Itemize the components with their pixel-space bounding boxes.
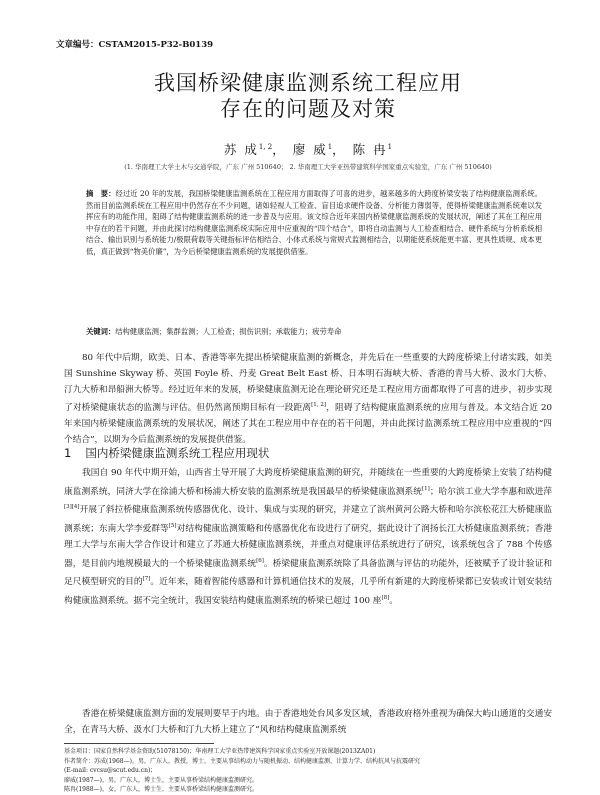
para-text: 。 [389, 595, 398, 606]
para-text: 对结构健康监测策略和传感器优化布设进行了研究，据此设计了润扬长江大桥健康监测系统；香港理工大学与东南大学合作设计和建立了苏通大桥健康监测系统，并重点对健康评估系统进行了研究，该系统包含了 788 个传感器，是目前内地规模最大的一个桥梁健康监测系统 [64, 524, 553, 569]
section-title: 国内桥梁健康监测系统工程应用现状 [85, 446, 270, 460]
footnote: 陈冉(1988—)，女，广东人，博士生，主要从事桥梁结构健康监测研究。 [64, 786, 258, 793]
para-text: ；哈尔滨工业大学李惠和欧进萍 [429, 486, 553, 497]
para-text: 开展了斜拉桥健康监测系统传感器优化、设计、集成与实现的研究，并建立了滨州黄河公路大桥和哈尔滨松花江大桥健康监测系统；东南大学李爱群等 [64, 505, 552, 535]
para-text: 我国自 90 年代中期开始，山西省土导开展了大跨度桥梁健康监测的研究，并随续在一些重要的大跨度桥梁上安装了结构健康监测系统，同济大学在徐浦大桥和杨浦大桥安装的监测系统是我国最早的桥梁健康监测系统 [64, 468, 552, 497]
citation: [6] [256, 557, 264, 564]
citation: [1, 2] [311, 402, 327, 409]
citation: [5] [168, 523, 177, 530]
intro-text: 80 年代中后期，欧美、日本、香港等率先提出桥梁健康监测的新概念，并先后在一些重要的大跨度桥梁上付诸实践，如美国 Sunshine Skyway 桥、英国 Foyle 桥、丹麦 Great Belt East 桥、日本明石海峡大桥、香港的青马大桥、汲水门大桥、汀九大桥和昂船洲大桥等。经过近年来的发展，桥梁健康监测无论在理论研究还是工程应用方面都取得了可喜的进步，初步实现了对桥梁健康状态的监测与评估。但仍然离预期目标有一段距离 [64, 353, 552, 414]
abstract-text: 经过近 20 年的发展，我国桥梁健康监测系统在工程应用方面取得了可喜的进步，越来越多的大跨度桥梁安装了结构健康监测系统。然而目前监测系统在工程应用中仍然存在不少问题，诸如轻视人工检查、盲目追求硬件设备、分析能力薄弱等，使得桥梁健康监测系统难以发挥应有的功能作用，阻碍了结构健康监测系统的进一步普及与应用。该文综合近年来国内桥梁健康监测系统的发展状况，阐述了其在工程应用中存在的若干问题，并由此探讨结构健康监测系统实际应用中应重视的“四个结合”，即将自动监测与人工检查相结合、硬件系统与分析系统相结合、输出识别与系统能力/极限荷载等关键指标评估相结合、小体式系统与常规式监测相结合，以期能使系统能更丰富、更具性质规、成本更低，真正做到“物美价廉”，为今后桥梁健康监测系统的发展提供借鉴。 [86, 189, 542, 256]
para-text: 。桥梁健康监测系统除了具备监测与评估的功能外，还被赋予了设计验证和足尺模型研究的目的 [64, 558, 553, 588]
introduction-paragraph [64, 351, 552, 449]
section-heading [64, 445, 269, 461]
keywords [86, 326, 542, 337]
citation: [1] [422, 485, 430, 492]
para-text: 。近年来，随着智能传感器和计算机通信技术的发展，几乎所有新建的大跨度桥梁都已安装或计划安装结构健康监测系统。据不完全统计，我国安装结构健康监测系统的桥梁已超过 100 座 [64, 577, 553, 606]
footnote: 作者简介：苏成(1968—)，男，广东人，教授，博士，主要从事结构动力与随机振动、结构健康监测、计算力学、结构抗风与抗震研究 [64, 757, 420, 765]
footnote: 廖威(1987—)，男，广东人，博士生，主要从事桥梁结构健康监测研究。 [64, 776, 258, 784]
author-list [56, 140, 560, 158]
title-line-1: 我国桥梁健康监测系统工程应用 [154, 71, 462, 95]
abstract-label: 摘 要： [86, 189, 116, 198]
affiliation: (1. 华南理工大学土木与交通学院，广东 广州 510640； 2. 华南理工大学亚热带建筑科学国家重点实验室，广东 广州 510640) [124, 163, 492, 171]
citation: [7] [142, 576, 151, 583]
section-number: 1 [64, 446, 72, 460]
abstract [86, 188, 542, 258]
footnotes [64, 747, 552, 795]
paper-title [56, 70, 560, 122]
citation: [8] [381, 595, 390, 602]
author-name: 廖 威 [292, 142, 328, 157]
citation: [3][4] [64, 504, 80, 511]
body-paragraph: 香港在桥梁健康监测方面的发展则要早于内地。由于香港地处台风多发区域，香港政府格外重视为确保大屿山通道的交通安全，在青马大桥、汲水门大桥和汀九大桥上建立了“风和结构健康监测系统 [64, 709, 552, 735]
keywords-label: 关键词： [86, 327, 116, 336]
author-affil-mark: 1, 2 [258, 142, 273, 151]
footnote: 基金项目：国家自然科学基金资助(51078150)；华南理工大学亚热带建筑科学国家重点实验室开放课题(2013ZA01) [64, 748, 376, 755]
author-name: 陈 冉 [352, 142, 388, 157]
author-name: 苏 成 [223, 142, 259, 157]
article-id: 文章编号：CSTAM2015-P32-B0139 [56, 40, 214, 50]
footnote-divider [64, 743, 214, 744]
author-separator: ， [272, 142, 287, 157]
title-line-2: 存在的问题及对策 [220, 97, 396, 121]
footnote: (E-mail: cvcsu@scut.edu.cn)； [64, 767, 157, 774]
keywords-text: 结构健康监测；集群监测；人工检查；损伤识别；承载能力；疲劳寿命 [115, 327, 342, 336]
author-affil-mark: 1 [327, 142, 333, 151]
intro-text: ，阻碍了结构健康监测系统的应用与普及。本文结合近 20 年来国内桥梁健康监测系统的发展状况，阐述了其在工程应用中存在的若干问题，并由此探讨监测系统工程应用中应重视的“四个结合”，以期为今后监测系统的发展提供借鉴。 [64, 403, 552, 445]
body-paragraph [64, 466, 552, 610]
author-separator: ， [332, 142, 347, 157]
author-affil-mark: 1 [387, 142, 393, 151]
